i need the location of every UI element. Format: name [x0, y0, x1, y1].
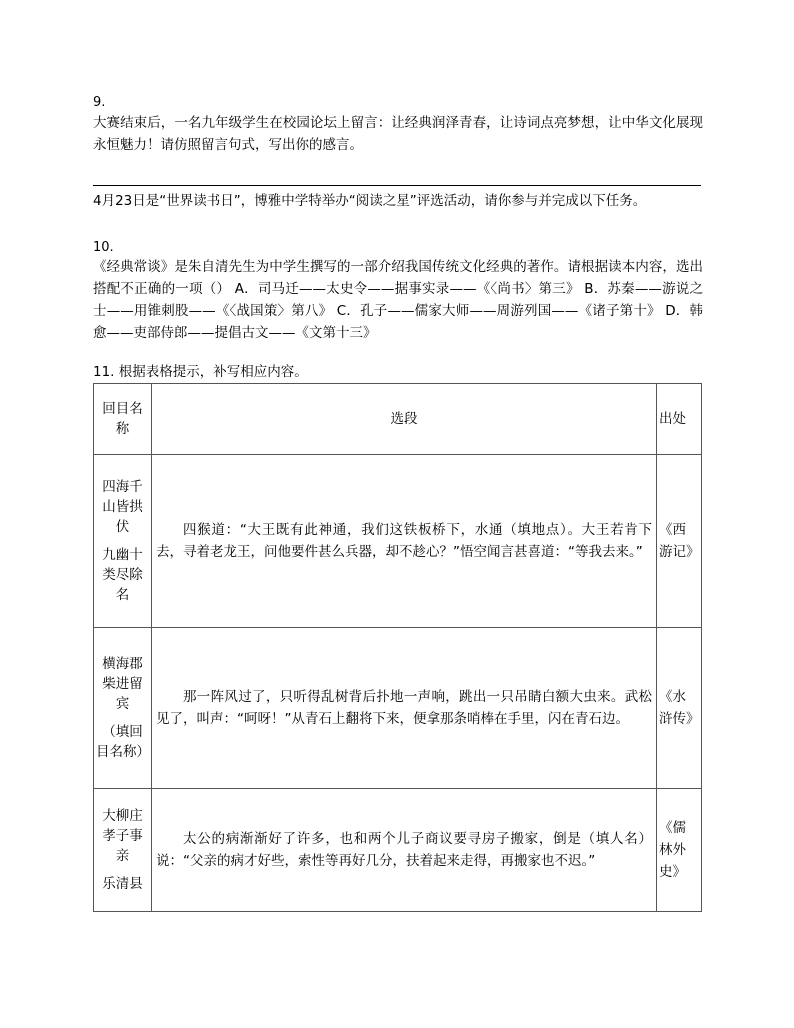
- passage-cell: [152, 628, 657, 789]
- chapter-title-main: 四海千山皆拱伏: [102, 479, 143, 535]
- passage-text: 四猴道：“大王既有此神通，我们这铁板桥下，水通（填地点）。大王若肯下去，寻着老龙王，问他要件甚么兵器，却不趁心？”悟空闻言甚喜道：“等我去来。”: [156, 522, 652, 560]
- reading-table: [93, 383, 702, 912]
- table-header-row: [94, 384, 702, 455]
- passage-cell: [152, 455, 657, 628]
- table-row: [94, 455, 702, 628]
- question-10-number: 10.: [93, 240, 114, 255]
- question-9-text: 大赛结束后，一名九年级学生在校园论坛上留言：让经典润泽青春，让诗词点亮梦想，让中华文化展现永恒魅力！请仿照留言句式，写出你的感言。: [93, 115, 703, 153]
- source-cell: 《水浒传》: [657, 628, 702, 789]
- header-chapter-title: 回目名称: [94, 384, 152, 455]
- chapter-title-cell: [94, 789, 152, 912]
- source-cell: 《儒林外史》: [657, 789, 702, 912]
- chapter-title-main: 大柳庄孝子事亲: [102, 808, 143, 864]
- chapter-title-main: 横海郡柴进留宾: [102, 656, 143, 712]
- task-intro: 4月23日是“世界读书日”，博雅中学特举办“阅读之星”评选活动，请你参与并完成以下任务。: [93, 193, 647, 209]
- header-source: 出处: [657, 384, 702, 455]
- chapter-title-sub: （填回目名称）: [96, 724, 150, 760]
- chapter-title-sub: 乐清县: [102, 876, 143, 892]
- header-passage: 选段: [152, 384, 657, 455]
- passage-text: 那一阵风过了，只听得乱树背后扑地一声响，跳出一只吊睛白额大虫来。武松见了，叫声：“呵呀！”从青石上翻将下来，便拿那条哨棒在手里，闪在青石边。: [156, 689, 652, 727]
- question-10-text: 《经典常谈》是朱自清先生为中学生撰写的一部介绍我国传统文化经典的著作。请根据读本内容，选出搭配不正确的一项（） A．司马迁——太史令——据事实录——《〈尚书〉第三》 B．苏秦——游说之士——用锥刺股——《〈战国策〉第八》 C．孔子——儒家大师——周游列国——《诸子第十》 D．韩愈——吏部侍郎——提倡古文——《文第十三》: [93, 259, 703, 341]
- table-row: [94, 628, 702, 789]
- divider-line: [93, 185, 701, 186]
- chapter-title-cell: [94, 628, 152, 789]
- passage-text: 太公的病渐渐好了许多，也和两个儿子商议要寻房子搬家，倒是（填人名）说：“父亲的病才好些，索性等再好几分，扶着起来走得，再搬家也不迟。”: [156, 831, 652, 869]
- passage-cell: [152, 789, 657, 912]
- question-9-number: 9.: [93, 95, 106, 110]
- chapter-title-cell: [94, 455, 152, 628]
- source-cell: 《西游记》: [657, 455, 702, 628]
- table-row: [94, 789, 702, 912]
- question-11-text: 11. 根据表格提示，补写相应内容。: [93, 364, 308, 380]
- chapter-title-sub: 九幽十类尽除名: [102, 547, 143, 603]
